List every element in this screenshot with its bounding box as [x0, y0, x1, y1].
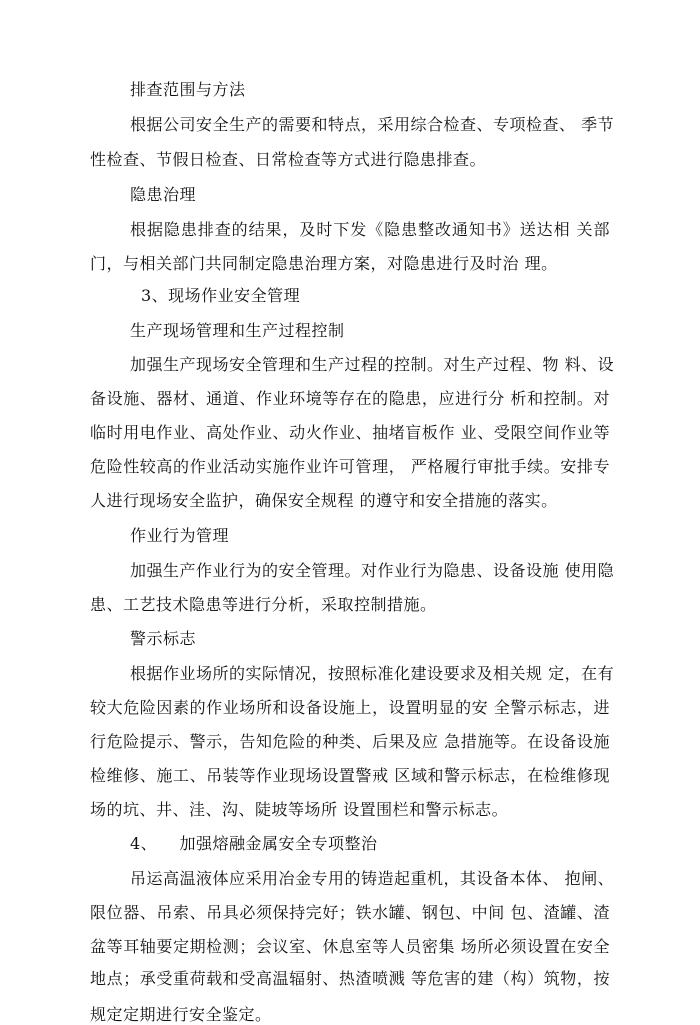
paragraph-line: 较大危险因素的作业场所和设备设施上，设置明显的安 全警示标志，进: [90, 698, 610, 717]
heading-hazard-treatment: 隐患治理: [130, 185, 197, 204]
paragraph-line: 盆等耳轴要定期检测；会议室、休息室等人员密集 场所必须设置在安全: [90, 937, 610, 956]
paragraph-line: 加强生产作业行为的安全管理。对作业行为隐患、设备设施 使用隐: [130, 561, 615, 580]
heading-inspection-scope: 排查范围与方法: [130, 80, 246, 99]
paragraph-line: 检维修、施工、吊装等作业现场设置警戒 区域和警示标志，在检维修现: [90, 766, 610, 785]
paragraph-line: 根据作业场所的实际情况，按照标准化建设要求及相关规 定，在有: [130, 664, 615, 683]
paragraph-line: 吊运高温液体应采用冶金专用的铸造起重机，其设备本体、 抱闸、: [130, 869, 615, 888]
paragraph-line: 危险性较高的作业活动实施作业许可管理， 严格履行审批手续。安排专: [90, 457, 610, 476]
paragraph-line: 规定定期进行安全鉴定。: [90, 1005, 272, 1024]
heading-behavior-management: 作业行为管理: [130, 526, 230, 545]
section-heading-3: 3、现场作业安全管理: [141, 286, 301, 305]
paragraph-line: 性检查、节假日检查、日常检查等方式进行隐患排查。: [90, 150, 487, 169]
paragraph-line: 根据隐患排查的结果，及时下发《隐患整改通知书》送达相 关部: [130, 220, 610, 239]
heading-site-management: 生产现场管理和生产过程控制: [130, 321, 345, 340]
paragraph-line: 加强生产现场安全管理和生产过程的控制。对生产过程、物 料、设: [130, 355, 615, 374]
paragraph-line: 根据公司安全生产的需要和特点，采用综合检查、专项检查、 季节: [130, 115, 615, 134]
section-heading-4: 4、 加强熔融金属安全专项整治: [130, 834, 378, 853]
paragraph-line: 备设施、器材、通道、作业环境等存在的隐患，应进行分 析和控制。对: [90, 389, 610, 408]
paragraph-line: 门，与相关部门共同制定隐患治理方案，对隐患进行及时治 理。: [90, 254, 558, 273]
paragraph-line: 临时用电作业、高处作业、动火作业、抽堵盲板作 业、受限空间作业等: [90, 423, 610, 442]
paragraph-line: 患、工艺技术隐患等进行分析，采取控制措施。: [90, 595, 437, 614]
paragraph-line: 人进行现场安全监护，确保安全规程 的遵守和安全措施的落实。: [90, 491, 558, 510]
paragraph-line: 限位器、吊索、吊具必须保持完好；铁水罐、钢包、中间 包、渣罐、渣: [90, 903, 610, 922]
paragraph-line: 场的坑、井、洼、沟、陡坡等场所 设置围栏和警示标志。: [90, 800, 509, 819]
paragraph-line: 行危险提示、警示，告知危险的种类、后果及应 急措施等。在设备设施: [90, 732, 610, 751]
heading-warning-signs: 警示标志: [130, 629, 197, 648]
paragraph-line: 地点；承受重荷载和受高温辐射、热渣喷溅 等危害的建（构）筑物，按: [90, 969, 610, 988]
